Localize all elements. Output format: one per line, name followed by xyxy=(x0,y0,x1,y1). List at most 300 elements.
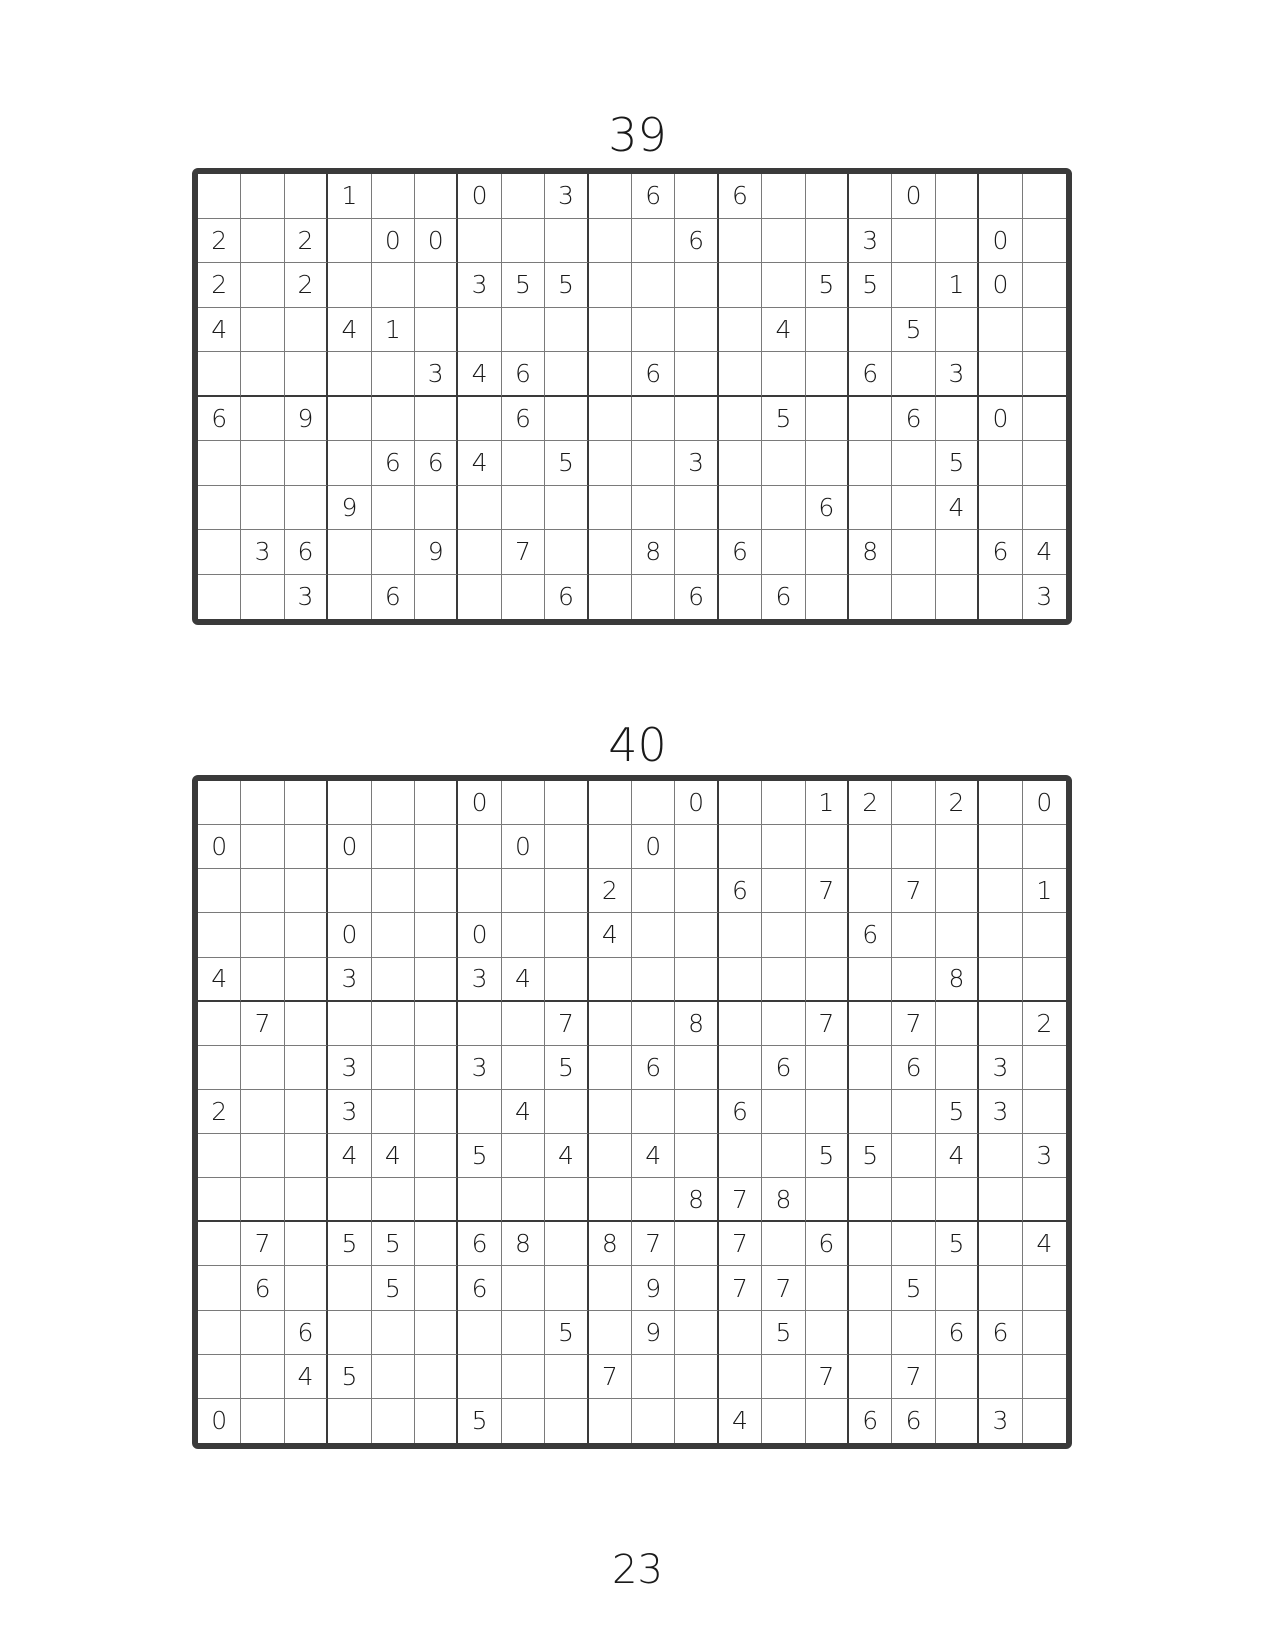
grid-cell[interactable] xyxy=(719,441,762,486)
grid-cell[interactable] xyxy=(806,1046,849,1090)
grid-cell[interactable]: 0 xyxy=(198,825,241,869)
grid-cell[interactable] xyxy=(545,219,588,264)
grid-cell[interactable] xyxy=(589,219,632,264)
grid-cell[interactable] xyxy=(979,869,1022,913)
grid-cell[interactable]: 3 xyxy=(979,1046,1022,1090)
grid-cell[interactable] xyxy=(719,263,762,308)
grid-cell[interactable] xyxy=(806,308,849,353)
grid-cell[interactable] xyxy=(328,263,371,308)
grid-cell[interactable] xyxy=(719,1311,762,1355)
grid-cell[interactable] xyxy=(936,1399,979,1443)
grid-cell[interactable] xyxy=(719,352,762,397)
grid-cell[interactable] xyxy=(545,1222,588,1266)
grid-cell[interactable] xyxy=(892,1222,935,1266)
grid-cell[interactable] xyxy=(719,1002,762,1046)
grid-cell[interactable] xyxy=(675,1399,718,1443)
grid-cell[interactable]: 7 xyxy=(892,1355,935,1399)
grid-cell[interactable] xyxy=(632,441,675,486)
grid-cell[interactable]: 6 xyxy=(892,1399,935,1443)
grid-cell[interactable]: 9 xyxy=(285,397,328,442)
grid-cell[interactable] xyxy=(806,441,849,486)
grid-cell[interactable]: 2 xyxy=(849,781,892,825)
grid-cell[interactable] xyxy=(675,174,718,219)
grid-cell[interactable] xyxy=(458,1311,501,1355)
grid-cell[interactable] xyxy=(936,575,979,620)
grid-cell[interactable] xyxy=(675,1266,718,1310)
grid-cell[interactable] xyxy=(979,958,1022,1002)
grid-cell[interactable] xyxy=(675,869,718,913)
grid-cell[interactable]: 6 xyxy=(806,486,849,531)
grid-cell[interactable] xyxy=(762,486,805,531)
grid-cell[interactable] xyxy=(415,913,458,957)
grid-cell[interactable] xyxy=(372,174,415,219)
grid-cell[interactable] xyxy=(589,1178,632,1222)
grid-cell[interactable] xyxy=(849,486,892,531)
grid-cell[interactable] xyxy=(936,219,979,264)
grid-cell[interactable] xyxy=(458,1090,501,1134)
grid-cell[interactable]: 6 xyxy=(849,913,892,957)
grid-cell[interactable] xyxy=(936,1002,979,1046)
grid-cell[interactable] xyxy=(198,1355,241,1399)
grid-cell[interactable] xyxy=(762,1355,805,1399)
grid-cell[interactable] xyxy=(632,913,675,957)
grid-cell[interactable]: 6 xyxy=(849,1399,892,1443)
grid-cell[interactable] xyxy=(806,575,849,620)
grid-cell[interactable]: 8 xyxy=(762,1178,805,1222)
grid-cell[interactable] xyxy=(589,352,632,397)
grid-cell[interactable] xyxy=(675,958,718,1002)
grid-cell[interactable]: 0 xyxy=(502,825,545,869)
grid-cell[interactable]: 6 xyxy=(415,441,458,486)
grid-cell[interactable] xyxy=(458,1355,501,1399)
grid-cell[interactable] xyxy=(719,575,762,620)
grid-cell[interactable] xyxy=(589,263,632,308)
grid-cell[interactable] xyxy=(589,174,632,219)
grid-cell[interactable]: 6 xyxy=(502,352,545,397)
grid-cell[interactable] xyxy=(241,781,284,825)
grid-cell[interactable] xyxy=(372,263,415,308)
grid-cell[interactable] xyxy=(806,352,849,397)
grid-cell[interactable] xyxy=(328,397,371,442)
grid-cell[interactable] xyxy=(372,1178,415,1222)
grid-cell[interactable] xyxy=(675,397,718,442)
grid-cell[interactable] xyxy=(762,869,805,913)
grid-cell[interactable]: 4 xyxy=(936,486,979,531)
grid-cell[interactable]: 6 xyxy=(806,1222,849,1266)
grid-cell[interactable]: 6 xyxy=(372,441,415,486)
grid-cell[interactable] xyxy=(979,308,1022,353)
grid-cell[interactable] xyxy=(1023,1178,1066,1222)
grid-cell[interactable]: 5 xyxy=(545,263,588,308)
grid-cell[interactable] xyxy=(632,263,675,308)
grid-cell[interactable] xyxy=(372,1355,415,1399)
grid-cell[interactable]: 3 xyxy=(241,530,284,575)
grid-cell[interactable]: 5 xyxy=(892,1266,935,1310)
grid-cell[interactable] xyxy=(1023,958,1066,1002)
grid-cell[interactable] xyxy=(502,1002,545,1046)
grid-cell[interactable] xyxy=(589,781,632,825)
grid-cell[interactable]: 6 xyxy=(545,575,588,620)
grid-cell[interactable] xyxy=(762,1002,805,1046)
grid-cell[interactable] xyxy=(328,530,371,575)
grid-cell[interactable]: 7 xyxy=(806,869,849,913)
grid-cell[interactable]: 4 xyxy=(589,913,632,957)
grid-cell[interactable] xyxy=(198,1134,241,1178)
grid-cell[interactable] xyxy=(675,1090,718,1134)
grid-cell[interactable] xyxy=(198,913,241,957)
grid-cell[interactable] xyxy=(892,913,935,957)
grid-cell[interactable]: 0 xyxy=(198,1399,241,1443)
grid-cell[interactable] xyxy=(762,219,805,264)
grid-cell[interactable] xyxy=(241,486,284,531)
grid-cell[interactable]: 3 xyxy=(849,219,892,264)
grid-cell[interactable] xyxy=(762,825,805,869)
grid-cell[interactable] xyxy=(979,1002,1022,1046)
grid-cell[interactable] xyxy=(632,486,675,531)
grid-cell[interactable] xyxy=(198,781,241,825)
grid-cell[interactable] xyxy=(372,352,415,397)
grid-cell[interactable]: 6 xyxy=(719,1090,762,1134)
grid-cell[interactable]: 3 xyxy=(1023,1134,1066,1178)
grid-cell[interactable] xyxy=(285,958,328,1002)
grid-cell[interactable] xyxy=(589,1046,632,1090)
grid-cell[interactable] xyxy=(1023,486,1066,531)
grid-cell[interactable] xyxy=(762,781,805,825)
grid-cell[interactable] xyxy=(415,1355,458,1399)
grid-cell[interactable]: 6 xyxy=(198,397,241,442)
grid-cell[interactable] xyxy=(285,781,328,825)
grid-cell[interactable] xyxy=(762,1090,805,1134)
grid-cell[interactable] xyxy=(849,1355,892,1399)
grid-cell[interactable]: 1 xyxy=(806,781,849,825)
grid-cell[interactable]: 4 xyxy=(328,308,371,353)
grid-cell[interactable] xyxy=(632,1002,675,1046)
grid-cell[interactable] xyxy=(545,486,588,531)
grid-cell[interactable] xyxy=(762,1399,805,1443)
grid-cell[interactable]: 8 xyxy=(502,1222,545,1266)
grid-cell[interactable] xyxy=(198,869,241,913)
grid-cell[interactable] xyxy=(675,1046,718,1090)
grid-cell[interactable] xyxy=(1023,825,1066,869)
grid-cell[interactable] xyxy=(1023,1266,1066,1310)
grid-cell[interactable] xyxy=(589,397,632,442)
grid-cell[interactable] xyxy=(415,869,458,913)
grid-cell[interactable] xyxy=(632,1399,675,1443)
grid-cell[interactable]: 4 xyxy=(545,1134,588,1178)
grid-cell[interactable]: 6 xyxy=(502,397,545,442)
grid-cell[interactable] xyxy=(545,913,588,957)
grid-cell[interactable] xyxy=(675,1311,718,1355)
grid-cell[interactable] xyxy=(372,869,415,913)
grid-cell[interactable]: 0 xyxy=(458,174,501,219)
grid-cell[interactable] xyxy=(198,1266,241,1310)
grid-cell[interactable]: 3 xyxy=(415,352,458,397)
grid-cell[interactable]: 3 xyxy=(675,441,718,486)
grid-cell[interactable]: 0 xyxy=(458,781,501,825)
grid-cell[interactable] xyxy=(719,1046,762,1090)
grid-cell[interactable] xyxy=(285,1222,328,1266)
grid-cell[interactable]: 6 xyxy=(632,174,675,219)
grid-cell[interactable] xyxy=(675,352,718,397)
grid-cell[interactable]: 6 xyxy=(632,1046,675,1090)
grid-cell[interactable]: 0 xyxy=(632,825,675,869)
grid-cell[interactable] xyxy=(806,913,849,957)
grid-cell[interactable] xyxy=(328,1311,371,1355)
grid-cell[interactable]: 5 xyxy=(545,1311,588,1355)
grid-cell[interactable]: 4 xyxy=(719,1399,762,1443)
grid-cell[interactable] xyxy=(372,1399,415,1443)
grid-cell[interactable]: 6 xyxy=(719,530,762,575)
grid-cell[interactable] xyxy=(936,825,979,869)
grid-cell[interactable] xyxy=(589,530,632,575)
grid-cell[interactable]: 7 xyxy=(806,1002,849,1046)
grid-cell[interactable] xyxy=(632,781,675,825)
grid-cell[interactable] xyxy=(892,1134,935,1178)
grid-cell[interactable] xyxy=(545,1178,588,1222)
grid-cell[interactable] xyxy=(632,219,675,264)
grid-cell[interactable]: 7 xyxy=(719,1178,762,1222)
grid-cell[interactable]: 4 xyxy=(458,441,501,486)
grid-cell[interactable]: 1 xyxy=(328,174,371,219)
grid-cell[interactable] xyxy=(415,308,458,353)
grid-cell[interactable] xyxy=(415,1266,458,1310)
grid-cell[interactable]: 3 xyxy=(979,1090,1022,1134)
grid-cell[interactable]: 0 xyxy=(892,174,935,219)
grid-cell[interactable] xyxy=(632,1178,675,1222)
grid-cell[interactable] xyxy=(892,1311,935,1355)
grid-cell[interactable] xyxy=(372,913,415,957)
grid-cell[interactable]: 4 xyxy=(198,308,241,353)
grid-cell[interactable] xyxy=(241,825,284,869)
grid-cell[interactable]: 3 xyxy=(458,263,501,308)
grid-cell[interactable] xyxy=(936,869,979,913)
grid-cell[interactable] xyxy=(719,397,762,442)
grid-cell[interactable] xyxy=(806,174,849,219)
grid-cell[interactable] xyxy=(719,1134,762,1178)
grid-cell[interactable]: 1 xyxy=(372,308,415,353)
grid-cell[interactable] xyxy=(198,575,241,620)
grid-cell[interactable] xyxy=(1023,1399,1066,1443)
grid-cell[interactable] xyxy=(979,486,1022,531)
grid-cell[interactable]: 0 xyxy=(328,913,371,957)
grid-cell[interactable]: 1 xyxy=(1023,869,1066,913)
grid-cell[interactable] xyxy=(328,219,371,264)
grid-cell[interactable] xyxy=(589,486,632,531)
grid-cell[interactable] xyxy=(1023,263,1066,308)
grid-cell[interactable] xyxy=(849,174,892,219)
grid-cell[interactable] xyxy=(936,913,979,957)
grid-cell[interactable] xyxy=(285,174,328,219)
grid-cell[interactable] xyxy=(328,575,371,620)
grid-cell[interactable] xyxy=(632,1355,675,1399)
grid-cell[interactable]: 7 xyxy=(806,1355,849,1399)
grid-cell[interactable] xyxy=(849,1002,892,1046)
grid-cell[interactable] xyxy=(979,1178,1022,1222)
grid-cell[interactable] xyxy=(979,575,1022,620)
grid-cell[interactable] xyxy=(328,1266,371,1310)
grid-cell[interactable] xyxy=(545,1090,588,1134)
grid-cell[interactable] xyxy=(198,1222,241,1266)
grid-cell[interactable] xyxy=(198,352,241,397)
grid-cell[interactable]: 6 xyxy=(372,575,415,620)
grid-cell[interactable] xyxy=(285,1090,328,1134)
grid-cell[interactable] xyxy=(372,397,415,442)
grid-cell[interactable] xyxy=(198,530,241,575)
grid-cell[interactable] xyxy=(545,352,588,397)
grid-cell[interactable]: 6 xyxy=(892,1046,935,1090)
grid-cell[interactable]: 4 xyxy=(285,1355,328,1399)
grid-cell[interactable]: 6 xyxy=(458,1222,501,1266)
grid-cell[interactable]: 6 xyxy=(979,530,1022,575)
grid-cell[interactable] xyxy=(632,958,675,1002)
grid-cell[interactable] xyxy=(719,486,762,531)
grid-cell[interactable] xyxy=(415,1046,458,1090)
grid-cell[interactable] xyxy=(372,1090,415,1134)
grid-cell[interactable] xyxy=(762,913,805,957)
grid-cell[interactable] xyxy=(545,869,588,913)
grid-cell[interactable] xyxy=(415,1399,458,1443)
grid-cell[interactable] xyxy=(241,1311,284,1355)
grid-cell[interactable] xyxy=(632,1090,675,1134)
grid-cell[interactable] xyxy=(502,1355,545,1399)
grid-cell[interactable] xyxy=(285,1002,328,1046)
grid-cell[interactable] xyxy=(241,174,284,219)
grid-cell[interactable] xyxy=(849,1311,892,1355)
grid-cell[interactable] xyxy=(892,575,935,620)
grid-cell[interactable] xyxy=(545,958,588,1002)
grid-cell[interactable] xyxy=(936,1046,979,1090)
grid-cell[interactable] xyxy=(502,486,545,531)
grid-cell[interactable]: 4 xyxy=(198,958,241,1002)
grid-cell[interactable] xyxy=(936,530,979,575)
grid-cell[interactable] xyxy=(806,825,849,869)
grid-cell[interactable] xyxy=(589,308,632,353)
grid-cell[interactable]: 6 xyxy=(241,1266,284,1310)
grid-cell[interactable] xyxy=(458,825,501,869)
grid-cell[interactable] xyxy=(806,958,849,1002)
grid-cell[interactable] xyxy=(719,913,762,957)
grid-cell[interactable]: 4 xyxy=(936,1134,979,1178)
grid-cell[interactable]: 6 xyxy=(979,1311,1022,1355)
grid-cell[interactable]: 5 xyxy=(892,308,935,353)
grid-cell[interactable] xyxy=(849,441,892,486)
grid-cell[interactable]: 6 xyxy=(892,397,935,442)
grid-cell[interactable] xyxy=(372,825,415,869)
grid-cell[interactable] xyxy=(372,1311,415,1355)
grid-cell[interactable] xyxy=(979,1222,1022,1266)
grid-cell[interactable] xyxy=(806,397,849,442)
grid-cell[interactable] xyxy=(502,174,545,219)
grid-cell[interactable] xyxy=(241,397,284,442)
grid-cell[interactable] xyxy=(241,1090,284,1134)
grid-cell[interactable]: 0 xyxy=(372,219,415,264)
grid-cell[interactable] xyxy=(545,530,588,575)
grid-cell[interactable] xyxy=(415,958,458,1002)
grid-cell[interactable]: 7 xyxy=(502,530,545,575)
grid-cell[interactable] xyxy=(675,308,718,353)
grid-cell[interactable] xyxy=(762,1222,805,1266)
grid-cell[interactable]: 3 xyxy=(328,958,371,1002)
grid-cell[interactable]: 3 xyxy=(328,1090,371,1134)
grid-cell[interactable] xyxy=(719,958,762,1002)
grid-cell[interactable]: 4 xyxy=(502,1090,545,1134)
grid-cell[interactable] xyxy=(285,486,328,531)
grid-cell[interactable] xyxy=(328,441,371,486)
grid-cell[interactable]: 0 xyxy=(979,263,1022,308)
grid-cell[interactable]: 3 xyxy=(979,1399,1022,1443)
grid-cell[interactable] xyxy=(1023,441,1066,486)
grid-cell[interactable]: 2 xyxy=(285,219,328,264)
grid-cell[interactable] xyxy=(198,1046,241,1090)
grid-cell[interactable] xyxy=(545,825,588,869)
grid-cell[interactable]: 8 xyxy=(675,1178,718,1222)
grid-cell[interactable] xyxy=(502,1134,545,1178)
grid-cell[interactable] xyxy=(502,575,545,620)
grid-cell[interactable]: 2 xyxy=(936,781,979,825)
grid-cell[interactable] xyxy=(415,1134,458,1178)
grid-cell[interactable]: 8 xyxy=(675,1002,718,1046)
grid-cell[interactable]: 1 xyxy=(936,263,979,308)
grid-cell[interactable] xyxy=(372,486,415,531)
grid-cell[interactable] xyxy=(415,781,458,825)
grid-cell[interactable]: 5 xyxy=(936,1090,979,1134)
grid-cell[interactable] xyxy=(1023,308,1066,353)
grid-cell[interactable]: 4 xyxy=(328,1134,371,1178)
grid-cell[interactable] xyxy=(849,308,892,353)
grid-cell[interactable] xyxy=(936,397,979,442)
grid-cell[interactable]: 0 xyxy=(415,219,458,264)
grid-cell[interactable]: 0 xyxy=(328,825,371,869)
grid-cell[interactable] xyxy=(328,352,371,397)
grid-cell[interactable] xyxy=(589,1266,632,1310)
grid-cell[interactable] xyxy=(719,781,762,825)
grid-cell[interactable] xyxy=(415,1002,458,1046)
grid-cell[interactable] xyxy=(458,575,501,620)
grid-cell[interactable]: 0 xyxy=(979,219,1022,264)
grid-cell[interactable] xyxy=(458,530,501,575)
grid-cell[interactable] xyxy=(415,1222,458,1266)
grid-cell[interactable]: 6 xyxy=(675,575,718,620)
grid-cell[interactable] xyxy=(415,486,458,531)
grid-cell[interactable]: 2 xyxy=(198,263,241,308)
grid-cell[interactable]: 2 xyxy=(198,219,241,264)
grid-cell[interactable] xyxy=(415,1178,458,1222)
grid-cell[interactable] xyxy=(415,1090,458,1134)
grid-cell[interactable] xyxy=(589,1090,632,1134)
grid-cell[interactable]: 5 xyxy=(762,1311,805,1355)
grid-cell[interactable] xyxy=(762,441,805,486)
grid-cell[interactable] xyxy=(589,1002,632,1046)
grid-cell[interactable] xyxy=(849,1046,892,1090)
grid-cell[interactable] xyxy=(241,1046,284,1090)
grid-cell[interactable] xyxy=(936,308,979,353)
grid-cell[interactable]: 5 xyxy=(806,1134,849,1178)
grid-cell[interactable] xyxy=(502,1311,545,1355)
grid-cell[interactable] xyxy=(502,1399,545,1443)
grid-cell[interactable] xyxy=(806,530,849,575)
grid-cell[interactable] xyxy=(936,1266,979,1310)
grid-cell[interactable] xyxy=(502,308,545,353)
grid-cell[interactable] xyxy=(285,1046,328,1090)
grid-cell[interactable]: 5 xyxy=(458,1399,501,1443)
grid-cell[interactable] xyxy=(241,1178,284,1222)
grid-cell[interactable] xyxy=(285,1178,328,1222)
grid-cell[interactable] xyxy=(1023,219,1066,264)
grid-cell[interactable] xyxy=(198,174,241,219)
grid-cell[interactable]: 7 xyxy=(241,1002,284,1046)
grid-cell[interactable]: 5 xyxy=(806,263,849,308)
grid-cell[interactable] xyxy=(285,869,328,913)
